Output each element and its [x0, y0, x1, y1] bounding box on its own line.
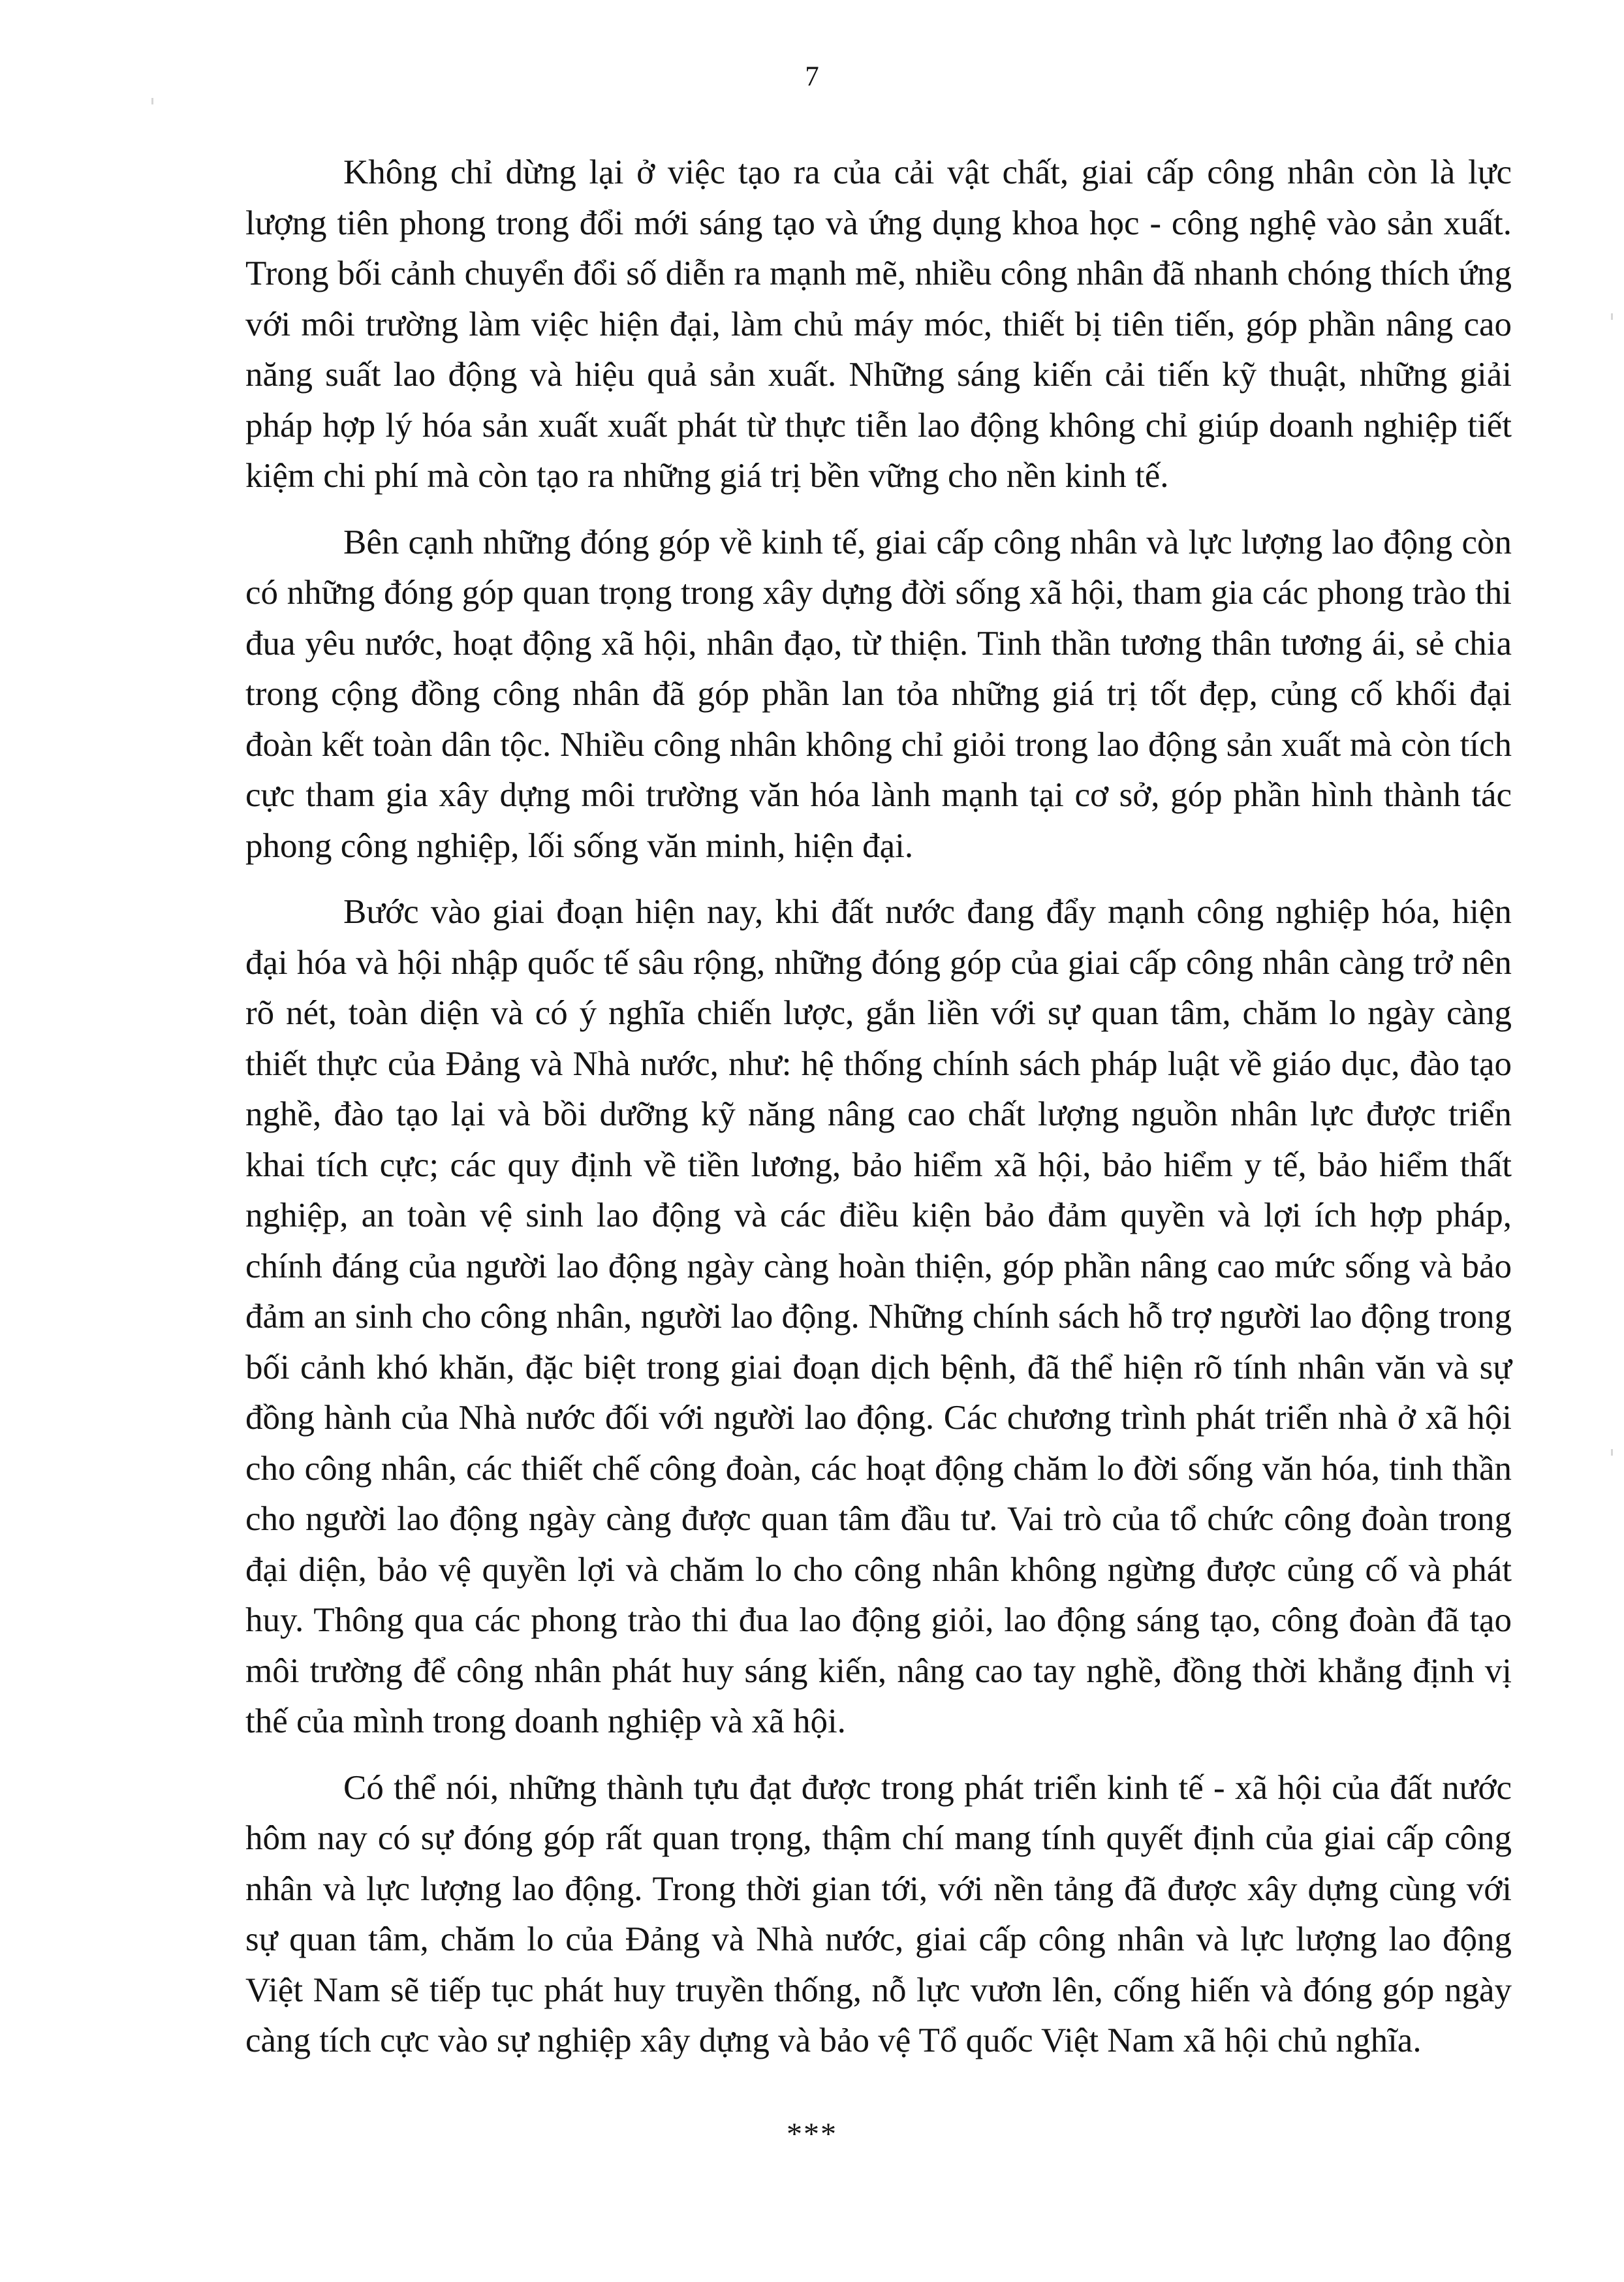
- paragraph-1: Không chỉ dừng lại ở việc tạo ra của cải vật chất, giai cấp công nhân còn là lực lượng tiên phong trong đổi mới sáng tạo và ứng dụng khoa học - công nghệ vào sản xuất. Trong bối cảnh chuyển đổi số diễn ra mạnh mẽ, nhiều công nhân đã nhanh chóng thích ứng với môi trường làm việc hiện đại, làm chủ máy móc, thiết bị tiên tiến, góp phần nâng cao năng suất lao động và hiệu quả sản xuất. Những sáng kiến cải tiến kỹ thuật, những giải pháp hợp lý hóa sản xuất xuất phát từ thực tiễn lao động không chỉ giúp doanh nghiệp tiết kiệm chi phí mà còn tạo ra những giá trị bền vững cho nền kinh tế.: [245, 153, 1512, 495]
- paragraph-3: Bước vào giai đoạn hiện nay, khi đất nước đang đẩy mạnh công nghiệp hóa, hiện đại hóa và hội nhập quốc tế sâu rộng, những đóng góp của giai cấp công nhân càng trở nên rõ nét, toàn diện và có ý nghĩa chiến lược, gắn liền với sự quan tâm, chăm lo ngày càng thiết thực của Đảng và Nhà nước, như: hệ thống chính sách pháp luật về giáo dục, đào tạo nghề, đào tạo lại và bồi dưỡng kỹ năng nâng cao chất lượng nguồn nhân lực được triển khai tích cực; các quy định về tiền lương, bảo hiểm xã hội, bảo hiểm y tế, bảo hiểm thất nghiệp, an toàn vệ sinh lao động và các điều kiện bảo đảm quyền và lợi ích hợp pháp, chính đáng của người lao động ngày càng hoàn thiện, góp phần nâng cao mức sống và bảo đảm an sinh cho công nhân, người lao động. Những chính sách hỗ trợ người lao động trong bối cảnh khó khăn, đặc biệt trong giai đoạn dịch bệnh, đã thể hiện rõ tính nhân văn và sự đồng hành của Nhà nước đối với người lao động. Các chương trình phát triển nhà ở xã hội cho công nhân, các thiết chế công đoàn, các hoạt động chăm lo đời sống văn hóa, tinh thần cho người lao động ngày càng được quan tâm đầu tư. Vai trò của tổ chức công đoàn trong đại diện, bảo vệ quyền lợi và chăm lo cho công nhân không ngừng được củng cố và phát huy. Thông qua các phong trào thi đua lao động giỏi, lao động sáng tạo, công đoàn đã tạo môi trường để công nhân phát huy sáng kiến, nâng cao tay nghề, đồng thời khẳng định vị thế của mình trong doanh nghiệp và xã hội.: [245, 893, 1512, 1740]
- page-number: 7: [805, 61, 819, 92]
- section-separator: ***: [787, 2117, 837, 2151]
- scan-artifact: [1611, 1449, 1613, 1456]
- paragraph-4: Có thể nói, những thành tựu đạt được trong phát triển kinh tế - xã hội của đất nước hôm nay có sự đóng góp rất quan trọng, thậm chí mang tính quyết định của giai cấp công nhân và lực lượng lao động. Trong thời gian tới, với nền tảng đã được xây dựng cùng với sự quan tâm, chăm lo của Đảng và Nhà nước, giai cấp công nhân và lực lượng lao động Việt Nam sẽ tiếp tục phát huy truyền thống, nỗ lực vươn lên, cống hiến và đóng góp ngày càng tích cực vào sự nghiệp xây dựng và bảo vệ Tổ quốc Việt Nam xã hội chủ nghĩa.: [245, 1768, 1512, 2059]
- paragraph-2: Bên cạnh những đóng góp về kinh tế, giai cấp công nhân và lực lượng lao động còn có những đóng góp quan trọng trong xây dựng đời sống xã hội, tham gia các phong trào thi đua yêu nước, hoạt động xã hội, nhân đạo, từ thiện. Tinh thần tương thân tương ái, sẻ chia trong cộng đồng công nhân đã góp phần lan tỏa những giá trị tốt đẹp, củng cố khối đại đoàn kết toàn dân tộc. Nhiều công nhân không chỉ giỏi trong lao động sản xuất mà còn tích cực tham gia xây dựng môi trường văn hóa lành mạnh tại cơ sở, góp phần hình thành tác phong công nghiệp, lối sống văn minh, hiện đại.: [245, 523, 1512, 865]
- scan-artifact: [1611, 313, 1613, 320]
- document-body: [245, 148, 1512, 2082]
- scan-artifact: [151, 98, 153, 104]
